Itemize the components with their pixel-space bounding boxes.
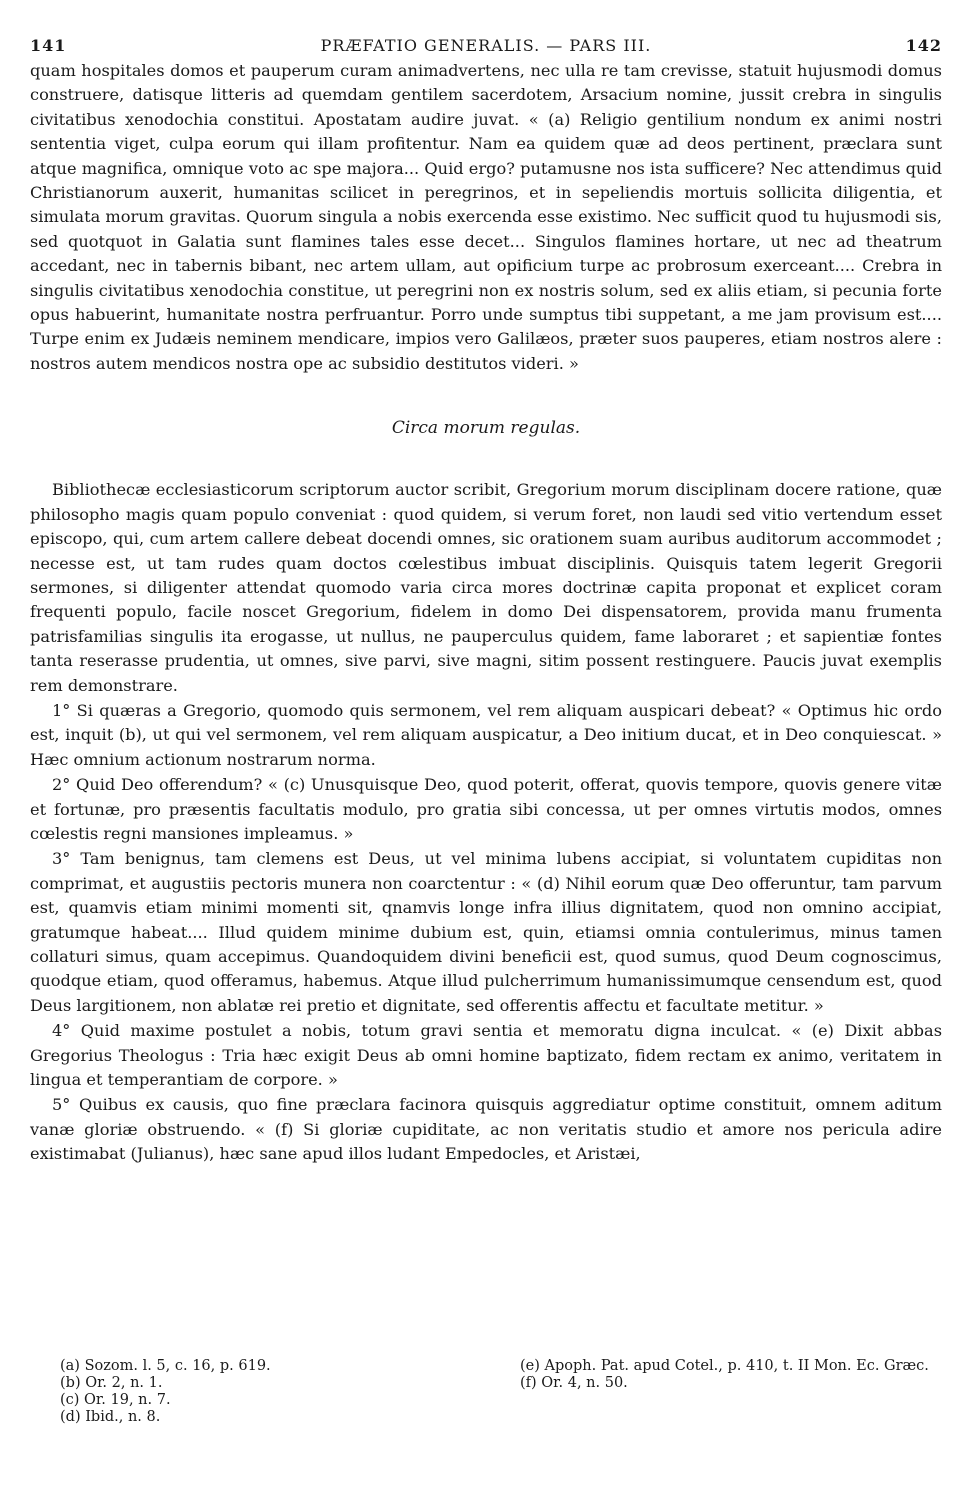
footnotes xyxy=(60,1358,940,1426)
footnotes-right-column xyxy=(520,1358,940,1426)
intro-paragraph: quam hospitales domos et pauperum curam animadvertens, nec ulla re tam crevisse, statuit hujusmodi domus construere, datisque litteris ad quemdam gentilem sacerdotem, Arsacium nomine, jussit crebra in singulis civitatibus xenodochia constitui. Apostatam audire juvat. « (a) Religio gentilium nondum ex animi nostri sententia viget, culpa eorum qui illam profitentur. Nam ea quidem quæ ad deos pertinent, præclara sunt atque magnifica, omnique voto ac spe majora... Quid ergo? putamusne nos ista sufficere? Nec attendimus quid Christianorum auxerit, humanitas scilicet in peregrinos, et in sepeliendis mortuis sollicita diligentia, et simulata morum gravitas. Quorum singula a nobis exercenda esse existimo. Nec sufficit quod tu hujusmodi sis, sed quotquot in Galatia sunt flamines tales esse decet... Singulos flamines hortare, ut nec ad theatrum accedant, nec in tabernis bibant, nec artem ullam, aut opificium turpe ac probrosum exerceant.... Crebra in singulis civitatibus xenodochia constitue, ut peregrini non ex nostris solum, sed ex aliis etiam, si pecunia forte opus habuerint, humanitate nostra perfruantur. Porro unde sumptus tibi suppetant, a me jam provisum est.... Turpe enim ex Judæis neminem mendicare, impios vero Galilæos, præter suos pauperes, etiam nostros alere : nostros autem mendicos nostra ope ac subsidio destitutos videri. » xyxy=(30,61,942,373)
page xyxy=(30,36,942,1167)
footnotes-left-column xyxy=(60,1358,480,1426)
footnote-f: (f) Or. 4, n. 50. xyxy=(520,1375,628,1391)
footnote-d: (d) Ibid., n. 8. xyxy=(60,1409,161,1425)
footnote-c: (c) Or. 19, n. 7. xyxy=(60,1392,171,1408)
running-header xyxy=(30,36,942,55)
numbered-item-2: 2° Quid Deo offerendum? « (c) Unusquisque Deo, quod poterit, offerat, quovis tempore, quovis genere vitæ et fortunæ, pro præsentis facultatis modulo, pro gratia sibi concessa, ut per omnes virtutis modos, omnes cœlestis regni mansiones impleamus. » xyxy=(30,775,942,843)
numbered-item-5: 5° Quibus ex causis, quo fine præclara facinora quisquis aggrediatur optime constituit, omnem aditum vanæ gloriæ obstruendo. « (f) Si gloriæ cupiditate, ac non veritatis studio et amore nos pericula adire existimabat (Julianus), hæc sane apud illos ludant Empedocles, et Aristæi, xyxy=(30,1095,942,1164)
running-title: PRÆFATIO GENERALIS. — PARS III. xyxy=(320,36,652,55)
numbered-item-1: 1° Si quæras a Gregorio, quomodo quis sermonem, vel rem aliquam auspicari debeat? « Optimus hic ordo est, inquit (b), ut qui vel sermonem, vel rem aliquam auspicatur, a Deo initium ducat, et in Deo conquiescat. » Hæc omnium actionum nostrarum norma. xyxy=(30,700,942,769)
section-paragraph: Bibliothecæ ecclesiasticorum scriptorum auctor scribit, Gregorium morum disciplinam docere ratione, quæ philosopho magis quam populo conveniat : quod quidem, si verum foret, non laudi sed vitio vertendum esset episcopo, qui, cum artem callere debeat docendi omnes, sic orationem suam auribus auditorum accommodet ; necesse est, ut tam rudes quam doctos cœlestibus imbuat disciplinis. Quisquis tatem legerit Gregorii sermones, si diligenter attendat quomodo varia circa mores doctrinæ capita proponat et explicet coram frequenti populo, facile noscet Gregorium, fidelem in domo Dei dispensatorem, provida manu frumenta patrisfamilias singulis ita erogasse, ut nullus, ne pauperculus quidem, fame laboraret ; et sapientiæ fontes tanta reserasse prudentia, ut omnes, sive parvi, sive magni, sitim possent restinguere. Paucis juvat exemplis rem demonstrare. xyxy=(30,480,942,695)
section-title: Circa morum regulas. xyxy=(391,418,581,439)
page-number-right: 142 xyxy=(905,36,942,55)
page-number-left: 141 xyxy=(30,36,67,55)
numbered-item-3: 3° Tam benignus, tam clemens est Deus, ut vel minima lubens accipiat, si voluntatem cupiditas non comprimat, et augustiis pectoris munera non coarctentur : « (d) Nihil eorum quæ Deo offeruntur, tam parvum est, quamvis etiam minimi momenti sit, qnamvis longe infra illius dignitatem, quod non omnino accipiat, gratumque habeat.... Illud quidem minime dubium est, quin, etiamsi omnia contulerimus, minus tamen collaturi simus, quam accepimus. Quandoquidem divini beneficii est, quod sumus, quod Deum cognoscimus, quodque etiam, quod offeramus, habemus. Atque illud pulcherrimum humanissimumque censendum est, quod Deus largitionem, non ablatæ rei pretio et dignitate, sed offerentis affectu et facultate metitur. » xyxy=(30,849,942,1015)
footnote-b: (b) Or. 2, n. 1. xyxy=(60,1375,163,1391)
footnote-a: (a) Sozom. l. 5, c. 16, p. 619. xyxy=(60,1358,271,1374)
numbered-item-4: 4° Quid maxime postulet a nobis, totum gravi sentia et memoratu digna inculcat. « (e) Dixit abbas Gregorius Theologus : Tria hæc exigit Deus ab omni homine baptizato, fidem rectam ex animo, veritatem in lingua et temperantiam de corpore. » xyxy=(30,1021,942,1090)
footnote-e: (e) Apoph. Pat. apud Cotel., p. 410, t. II Mon. Ec. Græc. xyxy=(520,1358,929,1374)
